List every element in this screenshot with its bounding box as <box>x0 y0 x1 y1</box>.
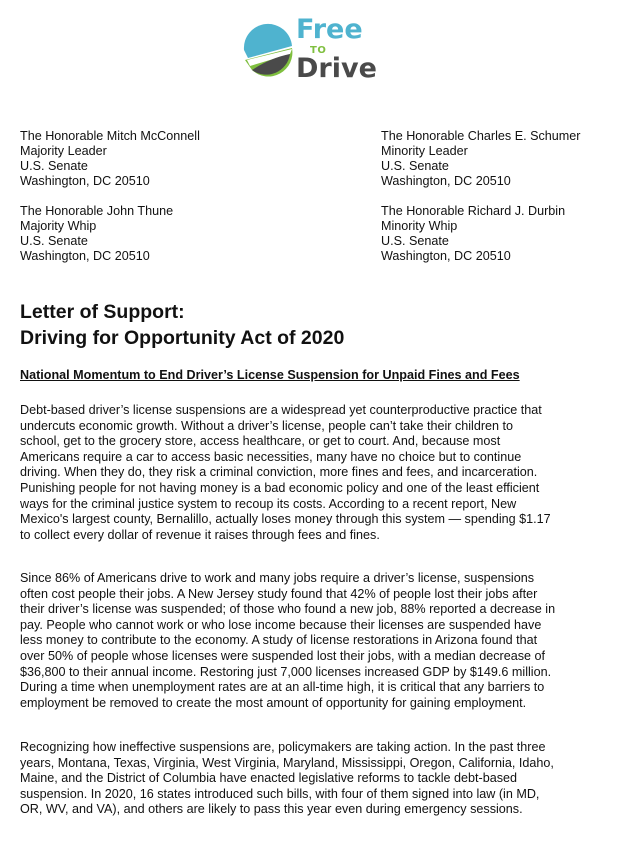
road-swoosh-icon <box>240 20 296 80</box>
free-to-drive-logo <box>240 14 390 84</box>
addressee-office: U.S. Senate <box>20 234 88 248</box>
paragraph-line: less money to contribute to the economy. A study of license restorations in Arizona found that <box>20 633 538 648</box>
paragraph-line: Since 86% of Americans drive to work and many jobs require a driver’s license, suspensions <box>20 571 535 585</box>
addressee-name: The Honorable Charles E. Schumer <box>381 129 581 143</box>
letter-title <box>20 299 344 351</box>
addressee-city: Washington, DC 20510 <box>381 249 511 263</box>
logo-drive: Drive <box>296 53 377 84</box>
logo-free: Free <box>296 14 363 45</box>
addressee-name: The Honorable Richard J. Durbin <box>381 204 566 218</box>
paragraph-line: driving. When they do, they risk a criminal conviction, more fines and fees, and incarceration. <box>20 465 538 480</box>
paragraph-line: Recognizing how ineffective suspensions are, policymakers are taking action. In the past three <box>20 740 546 754</box>
addressee-schumer <box>381 129 581 189</box>
addressee-title: Minority Leader <box>381 144 468 158</box>
paragraph-1 <box>20 403 551 543</box>
paragraph-line: undercuts economic growth. Without a driver’s license, people can’t take their children to <box>20 418 514 433</box>
addressee-thune <box>20 204 173 264</box>
paragraph-line: suspension. In 2020, 16 states introduced such bills, with four of them signed into law (in MD, <box>20 786 540 801</box>
paragraph-line: pay. People who cannot work or who lose income because their licenses are suspended have <box>20 617 542 632</box>
addressee-office: U.S. Senate <box>381 234 449 248</box>
paragraph-3 <box>20 740 554 818</box>
addressee-city: Washington, DC 20510 <box>20 174 150 188</box>
addressee-mcconnell <box>20 129 200 189</box>
paragraph-line: Americans require a car to access basic necessities, many have no choice but to continue <box>20 449 522 464</box>
addressee-title: Majority Leader <box>20 144 107 158</box>
title-line-2: Driving for Opportunity Act of 2020 <box>20 327 345 349</box>
paragraph-line: $36,800 to their annual income. Restoring just 7,000 licenses increased GDP by $149.6 million. <box>20 664 552 679</box>
paragraph-line: Debt-based driver’s license suspensions are a widespread yet counterproductive practice that <box>20 403 542 417</box>
addressee-city: Washington, DC 20510 <box>381 174 511 188</box>
addressee-city: Washington, DC 20510 <box>20 249 150 263</box>
section-subheading: National Momentum to End Driver’s License Suspension for Unpaid Fines and Fees <box>20 368 520 382</box>
addressee-office: U.S. Senate <box>381 159 449 173</box>
paragraph-line: ways for the criminal justice system to recoup its costs. According to a recent report, New <box>20 496 517 511</box>
paragraph-line: employment be removed to create the most amount of opportunity for gaining employment. <box>20 695 527 710</box>
paragraph-line: Mexico's largest county, Bernalillo, actually loses money through this system — spending $1.17 <box>20 512 551 527</box>
paragraph-line: their driver’s license was suspended; of those who found a new job, 88% reported a decrease in <box>20 602 556 617</box>
paragraph-line: During a time when unemployment rates are at an all-time high, it is critical that any barriers to <box>20 680 545 695</box>
paragraph-line: often cost people their jobs. A New Jersey study found that 42% of people lost their jobs after <box>20 586 538 601</box>
addressee-name: The Honorable John Thune <box>20 204 174 218</box>
paragraph-line: Punishing people for not having money is a bad economic policy and one of the least efficient <box>20 480 540 495</box>
paragraph-line: to collect every dollar of revenue it raises through fees and fines. <box>20 527 380 542</box>
paragraph-2 <box>20 571 555 711</box>
logo-to: TO <box>310 45 327 56</box>
paragraph-line: years, Montana, Texas, Virginia, West Virginia, Maryland, Mississippi, Oregon, California, Idaho, <box>20 755 554 770</box>
paragraph-line: Maine, and the District of Columbia have enacted legislative reforms to tackle debt-based <box>20 771 518 786</box>
paragraph-line: over 50% of people whose licenses were suspended lost their jobs, with a median decrease of <box>20 648 546 663</box>
title-line-1: Letter of Support: <box>20 301 185 323</box>
paragraph-line: school, get to the grocery store, access healthcare, or get to court. And, because most <box>20 434 501 449</box>
paragraph-line: OR, WV, and VA), and others are likely to pass this year even during emergency sessions. <box>20 802 523 817</box>
addressee-office: U.S. Senate <box>20 159 88 173</box>
addressee-title: Majority Whip <box>20 219 97 233</box>
addressee-durbin <box>381 204 565 264</box>
addressee-title: Minority Whip <box>381 219 458 233</box>
addressee-name: The Honorable Mitch McConnell <box>20 129 200 143</box>
